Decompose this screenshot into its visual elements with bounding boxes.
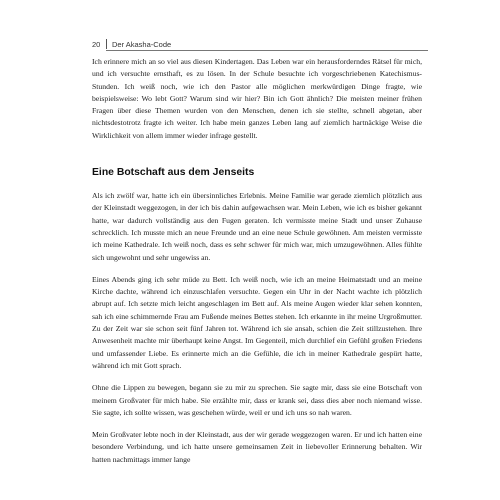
page-number: 20 <box>92 40 101 49</box>
page-body <box>92 56 422 476</box>
header-vertical-rule <box>106 39 107 49</box>
header-horizontal-rule <box>106 50 428 51</box>
running-header <box>92 40 428 52</box>
paragraph: Ohne die Lippen zu bewegen, begann sie zu mir zu sprechen. Sie sagte mir, dass sie eine Botschaft von meinem Großvater für mich habe. Sie erzählte mir, dass er krank sei, dass dies aber noch niemand wisse. Sie sagte, ich sollte wissen, was geschehen würde, weil er und ich uns so nah waren. <box>92 383 422 417</box>
section-heading: Eine Botschaft aus dem Jenseits <box>92 167 255 179</box>
running-title: Der Akasha-Code <box>112 40 172 49</box>
paragraph-intro: Ich erinnere mich an so viel aus diesen Kindertagen. Das Leben war ein herausforderndes Rätsel für mich, und ich versuchte ernsthaft, es zu lösen. In der Schule besuchte ich vorgeschriebenen Katechismus-Stunden. Ich weiß noch, wie ich den Pastor alle möglichen merkwürdigen Dinge fragte, wie beispielsweise: Wo lebt Gott? Warum sind wir hier? Bin ich Gott ähnlich? Die meisten meiner frühen Fragen über diese Themen wurden von den Menschen, denen ich sie stellte, schnell abgetan, aber nichtsdestotrotz fragte ich weiter. Ich habe mein ganzes Leben lang auf ziemlich hartnäckige Weise die Wirklichkeit von allem immer wieder infrage gestellt. <box>92 57 422 140</box>
paragraph: Eines Abends ging ich sehr müde zu Bett. Ich weiß noch, wie ich an meine Heimatstadt und an meine Kirche dachte, während ich einzuschlafen versuchte. Gegen ein Uhr in der Nacht wachte ich plötzlich abrupt auf. Ich setzte mich leicht angeschlagen im Bett auf. Als meine Augen wieder klar sehen konnten, sah ich eine schimmernde Frau am Fußende meines Bettes stehen. Ich erkannte in ihr meine Urgroßmutter. Zu der Zeit war sie schon seit fünf Jahren tot. Während ich sie ansah, schien die Zeit stillzustehen. Ihre Anwesenheit machte mir überhaupt keine Angst. Im Gegenteil, mich durchlief ein Gefühl großen Friedens und umfassender Liebe. Es erinnerte mich an die Gefühle, die ich in meiner Kathedrale gespürt hatte, während ich mit Gott sprach. <box>92 274 422 370</box>
paragraph: Als ich zwölf war, hatte ich ein übersinnliches Erlebnis. Meine Familie war gerade ziemlich plötzlich aus der Kleinstadt weggezogen, in der ich bis dahin aufgewachsen war. Mein Leben, wie ich es bisher gekannt hatte, war dadurch vollständig aus den Fugen geraten. Ich vermisste meine Stadt und unser Zuhause schrecklich. Ich musste mich an neue Freunde und an eine neue Schule gewöhnen. Am meisten vermisste ich meine Kathedrale. Ich weiß noch, dass es sehr schwer für mich war, mich umzugewöhnen. Alles fühlte sich ungewohnt und sehr ungewiss an. <box>92 191 422 262</box>
paragraph: Mein Großvater lebte noch in der Kleinstadt, aus der wir gerade weggezogen waren. Er und ich hatten eine besondere Verbindung, und ich hatte unsere gemeinsamen Zeit in liebevoller Erinnerung behalten. Wir hatten nachmittags immer lange <box>92 430 422 464</box>
